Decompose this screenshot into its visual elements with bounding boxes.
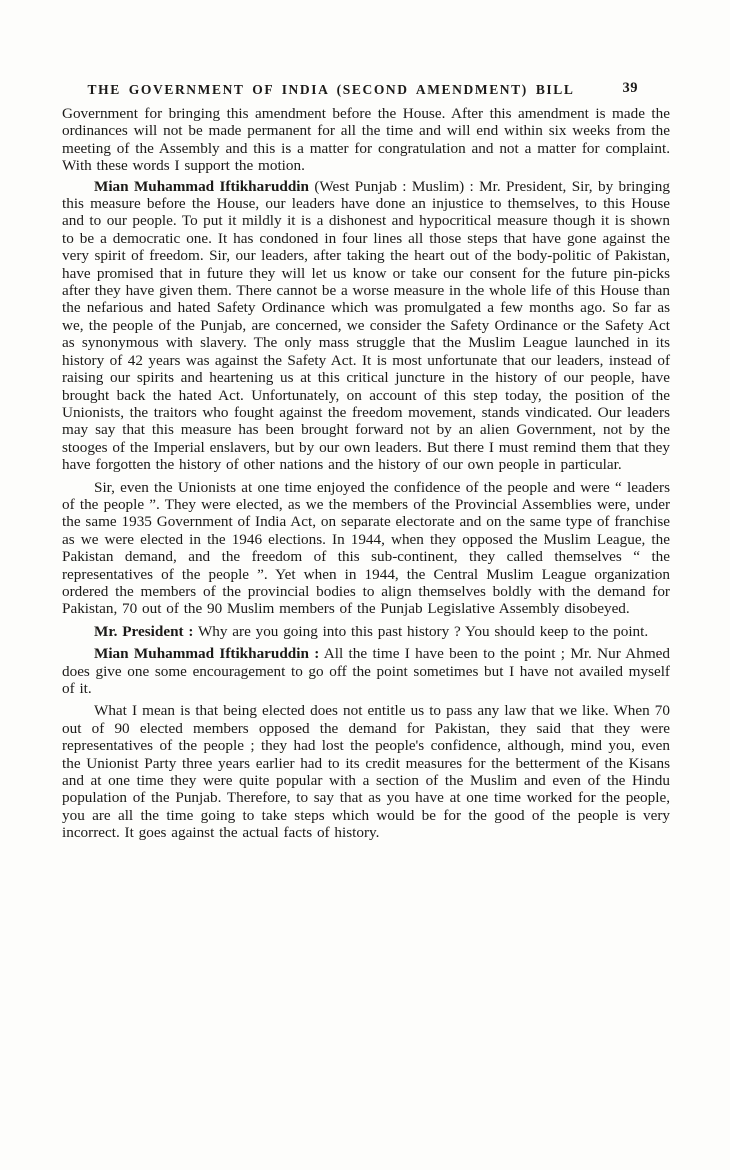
- speech-paragraph: [62, 645, 670, 697]
- document-body: [62, 105, 670, 845]
- speech-paragraph: [62, 178, 670, 474]
- paragraph-text: Sir, even the Unionists at one time enjoyed the confidence of the people and were “ leaders of the people ”. They were elected, as we the members of the Provincial Assemblies were, under the same 1935 Government of India Act, on separate electorate and on the same type of franchise as we were elected in the 1946 elections. In 1944, when they opposed the Muslim League, the Pakistan demand, and the freedom of this sub-continent, they called themselves “ the representatives of the people ”. Yet when in 1944, the Central Muslim League organization ordered the members of the provincial bodies to align themselves boldly with the demand for Pakistan, 70 out of the 90 Muslim members of the Punjab Legislative Assembly disobeyed.: [62, 478, 670, 618]
- page-number: 39: [622, 80, 638, 96]
- page-header: [62, 82, 670, 102]
- speaker-name: Mian Muhammad Iftikharuddin: [94, 177, 309, 195]
- paragraph-text: Government for bringing this amendment before the House. After this amendment is made the ordinances will not be made permanent for all the time and will end within six weeks from the meeting of the Assembly and this is a matter for congratulation and not a matter for complaint. With these words I support the motion.: [62, 105, 670, 175]
- paragraph-text: What I mean is that being elected does not entitle us to pass any law that we like. When 70 out of 90 elected members opposed the demand for Pakistan, they said that they were representatives of the people ; they had lost the people's confidence, although, mind you, even the Unionist Party three years earlier had to its credit measures for the betterment of the Kisans and at one time they were quite popular with a section of the Muslim and even of the Hindu population of the Punjab. Therefore, to say that as you have at one time worked for the people, you are all the time going to take steps which would be for the good of the people is very incorrect. It goes against the actual facts of history.: [62, 702, 670, 842]
- paragraph-text: (West Punjab : Muslim) : Mr. President, Sir, by bringing this measure before the House, our leaders have done an injustice to themselves, to this House and to our people. To put it mildly it is a dishonest and hypocritical measure though it is shown to be a democratic one. It has condoned in four lines all those steps that have gone against the very spirit of freedom. Sir, our leaders, after taking the heart out of the body-politic of Pakistan, have promised that in future they will let us know or take our consent for the future pin-picks after they have given them. There cannot be a worse measure in the whole life of this House than the nefarious and hated Safety Ordinance which was promulgated a few months ago. So far as we, the people of the Punjab, are concerned, we consider the Safety Ordinance or the Safety Act as synonymous with slavery. The only mass struggle that the Muslim League launched in its history of 42 years was against the Safety Act. It is most unfortunate that our leaders, instead of raising our spirits and heartening us at this critical juncture in the history of our people, have brought back the hated Act. Unfortunately, on account of this step today, the position of the Unionists, the traitors who fought against the freedom movement, stands vindicated. Our leaders may say that this measure has been brought forward not by an alien Government, not by the stooges of the Imperial enslavers, but by our own leaders. But there I must remind them that they have forgotten the history of other nations and the history of our own people in particular.: [62, 177, 670, 474]
- speech-paragraph: [62, 479, 670, 618]
- speech-paragraph: [62, 702, 670, 841]
- running-title: THE GOVERNMENT OF INDIA (SECOND AMENDMENT) BILL: [87, 82, 575, 97]
- paragraph-continuation: [62, 105, 670, 175]
- speech-paragraph: [62, 623, 670, 640]
- speaker-name: Mr. President :: [94, 622, 194, 640]
- paragraph-text: Why are you going into this past history ? You should keep to the point.: [193, 622, 649, 640]
- speaker-name: Mian Muhammad Iftikharuddin :: [94, 645, 320, 663]
- paragraph-text: All the time I have been to the point ; Mr. Nur Ahmed does give one some encouragement to go off the point sometimes but I have not availed myself of it.: [62, 645, 670, 697]
